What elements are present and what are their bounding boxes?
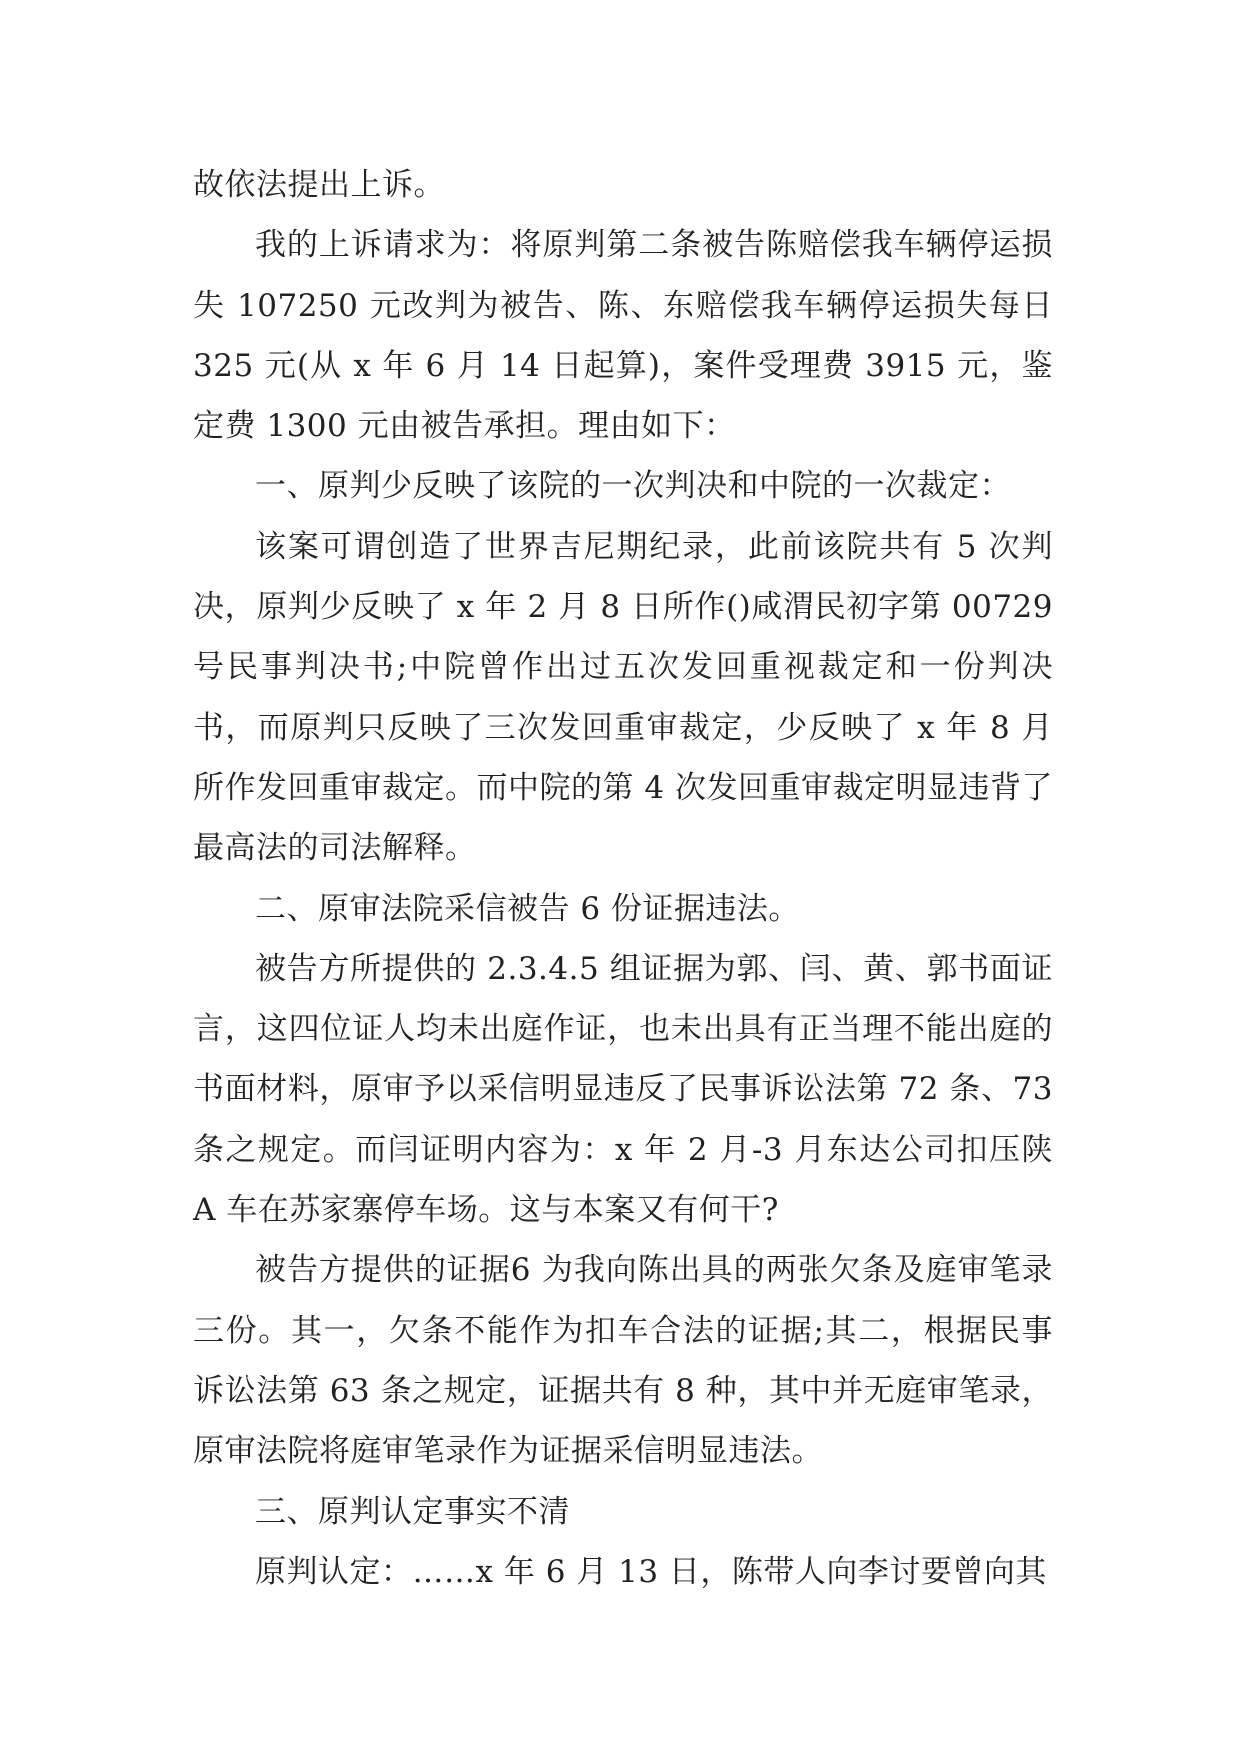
paragraph-continuation: 故依法提出上诉。 [193,167,445,203]
section-heading-3: 三、原判认定事实不清 [255,1493,570,1530]
paragraph-section-1: 该案可谓创造了世界吉尼期纪录，此前该院共有 5 次判决，原判少反映了 x 年 2 月 8 日所作()咸渭民初字第 00729 号民事判决书;中院曾作出过五次发回重视裁定和一份判决书，而原判只反映了三次发回重审裁定，少反映了 x 年 8 月所作发回重审裁定。而中院的第 4 次发回重审裁定明显违背了最高法的司法解释。 [193,528,1053,867]
document-body [193,155,1053,1602]
section-heading-1: 一、原判少反映了该院的一次判决和中院的一次裁定： [255,468,1011,505]
paragraph-section-3: 原判认定：……x 年 6 月 13 日，陈带人向李讨要曾向其 [255,1553,1047,1590]
paragraph-section-2a: 被告方所提供的 2.3.4.5 组证据为郭、闫、黄、郭书面证言，这四位证人均未出庭作证，也未出具有正当理不能出庭的书面材料，原审予以采信明显违反了民事诉讼法第 72 条、73 条之规定。而闫证明内容为：x 年 2 月-3 月东达公司扣压陕 A 车在苏家寨停车场。这与本案又有何干? [193,950,1053,1229]
paragraph-section-2b: 被告方提供的证据6 为我向陈出具的两张欠条及庭审笔录三份。其一，欠条不能作为扣车合法的证据;其二，根据民事诉讼法第 63 条之规定，证据共有 8 种，其中并无庭审笔录，原审法院将庭审笔录作为证据采信明显违法。 [193,1252,1053,1470]
section-heading-2: 二、原审法院采信被告 6 份证据违法。 [255,890,800,927]
paragraph-appeal-request: 我的上诉请求为：将原判第二条被告陈赔偿我车辆停运损失 107250 元改判为被告、陈、东赔偿我车辆停运损失每日 325 元(从 x 年 6 月 14 日起算)，案件受理费 3915 元，鉴定费 1300 元由被告承担。理由如下： [193,227,1053,445]
